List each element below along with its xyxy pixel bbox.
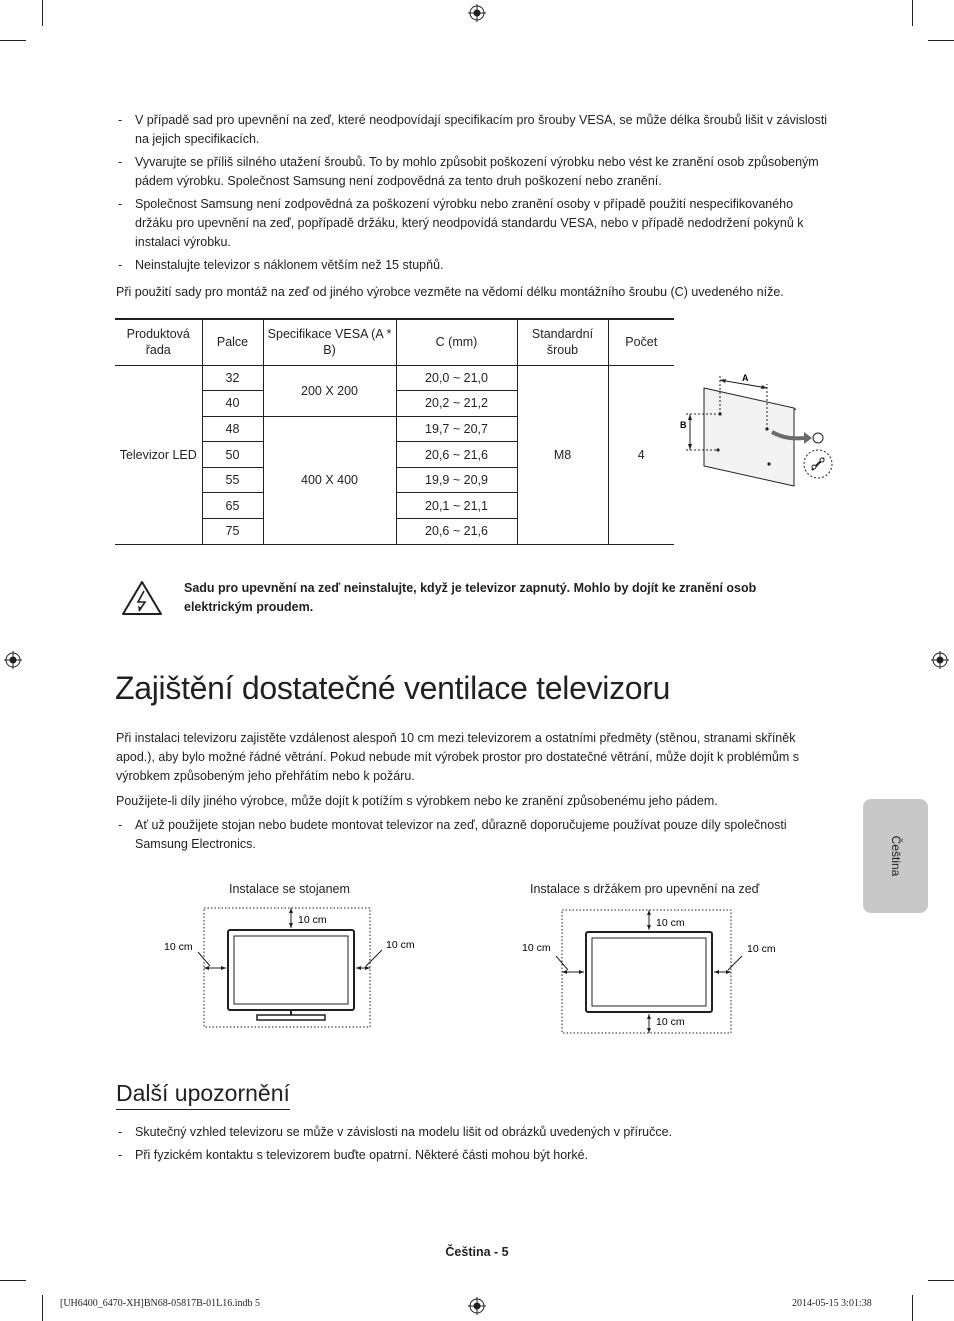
crop-mark: [928, 1280, 954, 1281]
distance-label: 10 cm: [386, 939, 415, 951]
c-mm-cell: 20,0 ~ 21,0: [396, 365, 517, 391]
list-item: - Společnost Samsung není zodpovědná za poškození výrobku nebo zranění osoby v případě použití nespecifikovaného držáku pro upevnění na zeď, popřípadě držáku, který neodpovídá standardu VESA, nebo v případě nedodržení pokynů k instalaci výrobku.: [116, 195, 832, 252]
inches-cell: 32: [202, 365, 263, 391]
list-item: - Ať už použijete stojan nebo budete montovat televizor na zeď, důrazně doporučujeme používat pouze díly společnosti Samsung Electronics.: [116, 816, 832, 854]
c-mm-cell: 20,1 ~ 21,1: [396, 493, 517, 519]
subsection-title: Další upozornění: [116, 1080, 290, 1110]
header-count: Počet: [608, 319, 674, 365]
crop-mark: [0, 40, 26, 41]
c-mm-cell: 20,6 ~ 21,6: [396, 519, 517, 545]
header-vesa: Specifikace VESA (A * B): [263, 319, 396, 365]
vesa-spec-table: [115, 318, 674, 545]
distance-label: 10 cm: [522, 942, 551, 954]
page-footer: Čeština - 5: [445, 1245, 509, 1259]
registration-mark-icon: [931, 651, 949, 669]
header-inches: Palce: [202, 319, 263, 365]
distance-label: 10 cm: [656, 1016, 685, 1028]
crop-mark: [912, 1295, 913, 1321]
language-tab-label: Čeština: [888, 835, 903, 877]
crop-mark: [0, 1280, 26, 1281]
crop-mark: [912, 0, 913, 26]
vesa-cell: 200 X 200: [263, 365, 396, 416]
table-header-row: [115, 319, 674, 365]
ventilation-paragraph: Použijete-li díly jiného výrobce, může dojít k potížím s výrobkem nebo ke zranění způsobenému jeho pádem.: [116, 794, 718, 808]
wall-mount-diagram: [676, 368, 836, 492]
inches-cell: 40: [202, 391, 263, 417]
print-slug-right: 2014-05-15 3:01:38: [792, 1298, 872, 1309]
c-mm-cell: 20,6 ~ 21,6: [396, 442, 517, 468]
distance-label: 10 cm: [656, 917, 685, 929]
registration-mark-icon: [468, 1297, 486, 1315]
stand-installation-diagram: [160, 904, 425, 1032]
print-slug-left: [UH6400_6470-XH]BN68-05817B-01L16.indb 5: [60, 1298, 260, 1309]
distance-label: 10 cm: [298, 914, 327, 926]
stand-caption: Instalace se stojanem: [229, 882, 350, 896]
ventilation-notes-list: [116, 816, 832, 858]
intro-paragraph: Při použití sady pro montáž na zeď od jiného výrobce vezměte na vědomí délku montážního šroubu (C) uvedeného níže.: [116, 285, 784, 299]
wall-caption: Instalace s držákem pro upevnění na zeď: [530, 882, 760, 896]
registration-mark-icon: [4, 651, 22, 669]
c-mm-cell: 19,7 ~ 20,7: [396, 416, 517, 442]
count-cell: 4: [608, 365, 674, 544]
other-notes-list: [116, 1123, 832, 1169]
vesa-notes-list: [116, 111, 832, 279]
registration-mark-icon: [468, 4, 486, 22]
inches-cell: 55: [202, 467, 263, 493]
label-a: A: [742, 373, 749, 383]
list-item: - Vyvarujte se příliš silného utažení šroubů. To by mohlo způsobit poškození výrobku nebo vést ke zranění osob způsobeným pádem výrobku. Společnost Samsung není zodpovědná za tento druh poškození nebo zranění.: [116, 153, 832, 191]
wall-installation-diagram: [518, 906, 783, 1036]
warning-text: Sadu pro upevnění na zeď neinstalujte, když je televizor zapnutý. Mohlo by dojít ke zranění osob elektrickým proudem.: [184, 581, 757, 614]
inches-cell: 50: [202, 442, 263, 468]
list-item: - Při fyzickém kontaktu s televizorem buďte opatrní. Některé části mohou být horké.: [116, 1146, 832, 1165]
label-b: B: [680, 420, 687, 430]
vesa-cell: 400 X 400: [263, 416, 396, 544]
header-product-line: Produktová řada: [115, 319, 202, 365]
header-c-mm: C (mm): [396, 319, 517, 365]
list-item: - Skutečný vzhled televizoru se může v závislosti na modelu lišit od obrázků uvedených v příručce.: [116, 1123, 832, 1142]
c-mm-cell: 19,9 ~ 20,9: [396, 467, 517, 493]
ventilation-paragraph: Při instalaci televizoru zajistěte vzdálenost alespoň 10 cm mezi televizorem a ostatními předměty (stěnou, stranami skříněk apod.), aby bylo možné řádné větrání. Pokud nebude mít výrobek prostor pro dostatečné větrání, může dojít k problémům s výrobkem způsobeným jeho přehřátím nebo k požáru.: [116, 731, 800, 783]
inches-cell: 75: [202, 519, 263, 545]
list-item: - Neinstalujte televizor s náklonem větším než 15 stupňů.: [116, 256, 832, 275]
product-line-cell: Televizor LED: [115, 365, 202, 544]
distance-label: 10 cm: [164, 941, 193, 953]
table-row: [115, 365, 674, 391]
electric-warning-icon: [121, 580, 163, 616]
section-title: Zajištění dostatečné ventilace televizoru: [115, 670, 671, 706]
distance-label: 10 cm: [747, 943, 776, 955]
crop-mark: [42, 1295, 43, 1321]
crop-mark: [42, 0, 43, 26]
language-tab: [863, 799, 928, 913]
c-mm-cell: 20,2 ~ 21,2: [396, 391, 517, 417]
list-item: - V případě sad pro upevnění na zeď, které neodpovídají specifikacím pro šrouby VESA, se může délka šroubů lišit v závislosti na jejich specifikacích.: [116, 111, 832, 149]
inches-cell: 48: [202, 416, 263, 442]
screw-cell: M8: [517, 365, 608, 544]
crop-mark: [928, 40, 954, 41]
header-standard-screw: Standardní šroub: [517, 319, 608, 365]
inches-cell: 65: [202, 493, 263, 519]
